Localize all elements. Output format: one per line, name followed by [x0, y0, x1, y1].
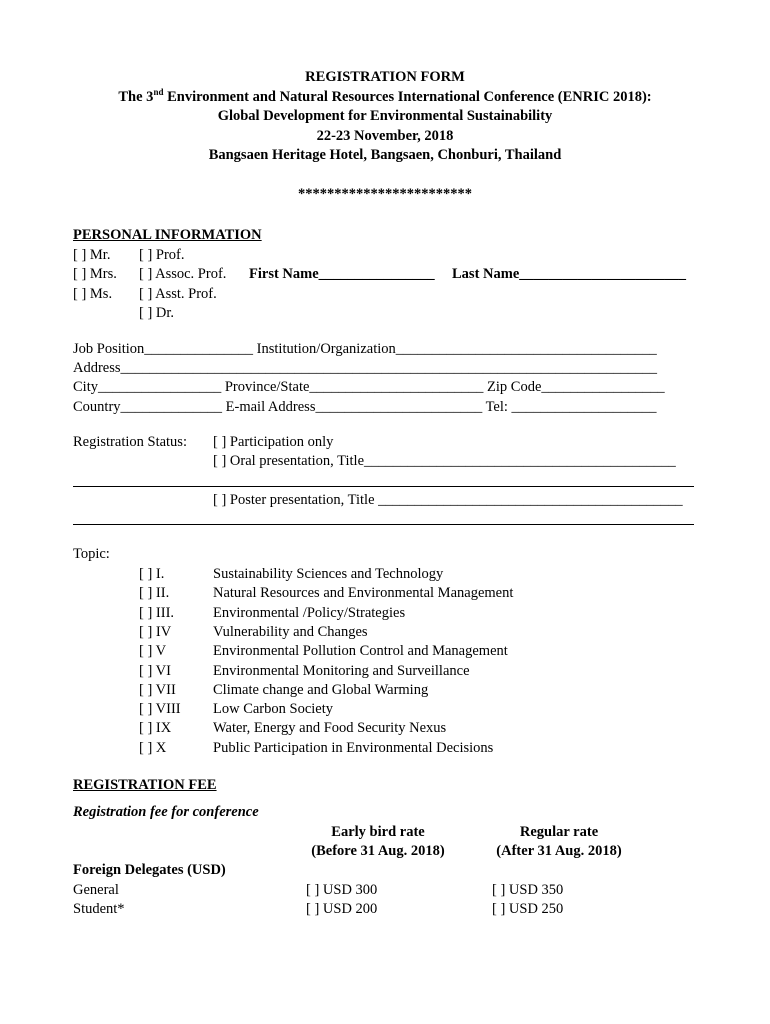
- topic-checkbox[interactable]: [ ] IV: [139, 623, 172, 640]
- conference-name: The 3nd Environment and Natural Resources International Conference (ENRIC 2018):: [118, 86, 652, 105]
- topic-checkbox[interactable]: [ ] I.: [139, 566, 165, 582]
- topic-checkbox[interactable]: [ ] IX: [139, 720, 172, 737]
- topic-checkbox[interactable]: [ ] VIII: [139, 701, 181, 718]
- fee-student-early-option[interactable]: [ ] USD 200: [306, 901, 378, 917]
- last-name-field[interactable]: Last Name_______________________: [452, 266, 687, 282]
- title-option-ms[interactable]: [ ] Ms.: [73, 286, 113, 302]
- city-line[interactable]: City_________________ Province/State________________________ Zip Code_________________: [73, 379, 665, 395]
- topic-label: Topic:: [73, 546, 110, 562]
- personal-info-heading: PERSONAL INFORMATION: [73, 227, 262, 243]
- title-option-mrs[interactable]: [ ] Mrs.: [73, 266, 117, 282]
- title-option-dr[interactable]: [ ] Dr.: [139, 305, 175, 321]
- topic-label-text: Public Participation in Environmental Decisions: [213, 739, 494, 756]
- topic-label-text: Climate change and Global Warming: [213, 681, 429, 698]
- foreign-delegates-label: Foreign Delegates (USD): [73, 862, 226, 878]
- topic-label-text: Low Carbon Society: [213, 701, 334, 718]
- topic-checkbox[interactable]: [ ] VI: [139, 662, 171, 679]
- address-line[interactable]: Address__________________________________________________________________________: [73, 360, 658, 376]
- separator-stars: ************************: [298, 186, 472, 202]
- form-title: REGISTRATION FORM: [305, 69, 465, 85]
- fee-general-early-option[interactable]: [ ] USD 300: [306, 882, 378, 898]
- title-option-mr[interactable]: [ ] Mr.: [73, 247, 111, 263]
- topic-label-text: Vulnerability and Changes: [213, 623, 368, 640]
- job-position-line[interactable]: Job Position_______________ Institution/Organization____________________________________: [73, 341, 657, 357]
- registration-status-label: Registration Status:: [73, 434, 187, 450]
- regular-rate-date: (After 31 Aug. 2018): [496, 843, 622, 859]
- title-option-prof[interactable]: [ ] Prof.: [139, 247, 185, 263]
- topic-label-text: Environmental Monitoring and Surveillance: [213, 662, 470, 679]
- topic-checkbox[interactable]: [ ] V: [139, 643, 167, 660]
- topic-checkbox[interactable]: [ ] III.: [139, 604, 175, 621]
- topic-label-text: Sustainability Sciences and Technology: [213, 566, 444, 582]
- fee-general-regular-option[interactable]: [ ] USD 350: [492, 882, 564, 898]
- topic-checkbox[interactable]: [ ] X: [139, 739, 167, 756]
- regular-rate-label: Regular rate: [519, 824, 599, 840]
- topic-label-text: Water, Energy and Food Security Nexus: [213, 720, 447, 737]
- poster-title-continuation-line[interactable]: [73, 524, 694, 525]
- poster-presentation-option[interactable]: [ ] Poster presentation, Title __________________________________________: [213, 492, 683, 508]
- fee-row-student-label: Student*: [73, 901, 125, 917]
- early-bird-label: Early bird rate: [331, 824, 425, 840]
- participation-option[interactable]: [ ] Participation only: [213, 434, 334, 450]
- first-name-field[interactable]: First Name________________: [249, 266, 435, 282]
- oral-presentation-option[interactable]: [ ] Oral presentation, Title___________________________________________: [213, 453, 676, 469]
- conference-venue: Bangsaen Heritage Hotel, Bangsaen, Chonburi, Thailand: [208, 147, 562, 163]
- early-bird-date: (Before 31 Aug. 2018): [311, 843, 445, 859]
- topic-checkbox[interactable]: [ ] II.: [139, 585, 170, 602]
- title-option-assoc-prof[interactable]: [ ] Assoc. Prof.: [139, 266, 227, 282]
- topic-label-text: Environmental /Policy/Strategies: [213, 604, 406, 621]
- topic-checkbox[interactable]: [ ] VII: [139, 681, 176, 698]
- oral-title-continuation-line[interactable]: [73, 486, 694, 487]
- topic-label-text: Natural Resources and Environmental Management: [213, 585, 514, 602]
- fee-student-regular-option[interactable]: [ ] USD 250: [492, 901, 564, 917]
- fee-row-general-label: General: [73, 882, 119, 898]
- fee-subheading: Registration fee for conference: [73, 804, 259, 820]
- country-line[interactable]: Country______________ E-mail Address_______________________ Tel: ____________________: [73, 399, 657, 415]
- conference-theme: Global Development for Environmental Sustainability: [217, 108, 553, 124]
- title-option-asst-prof[interactable]: [ ] Asst. Prof.: [139, 286, 217, 302]
- topic-label-text: Environmental Pollution Control and Management: [213, 643, 508, 660]
- registration-fee-heading: REGISTRATION FEE: [73, 777, 217, 793]
- conference-dates: 22-23 November, 2018: [316, 127, 454, 144]
- form-header: [0, 68, 770, 166]
